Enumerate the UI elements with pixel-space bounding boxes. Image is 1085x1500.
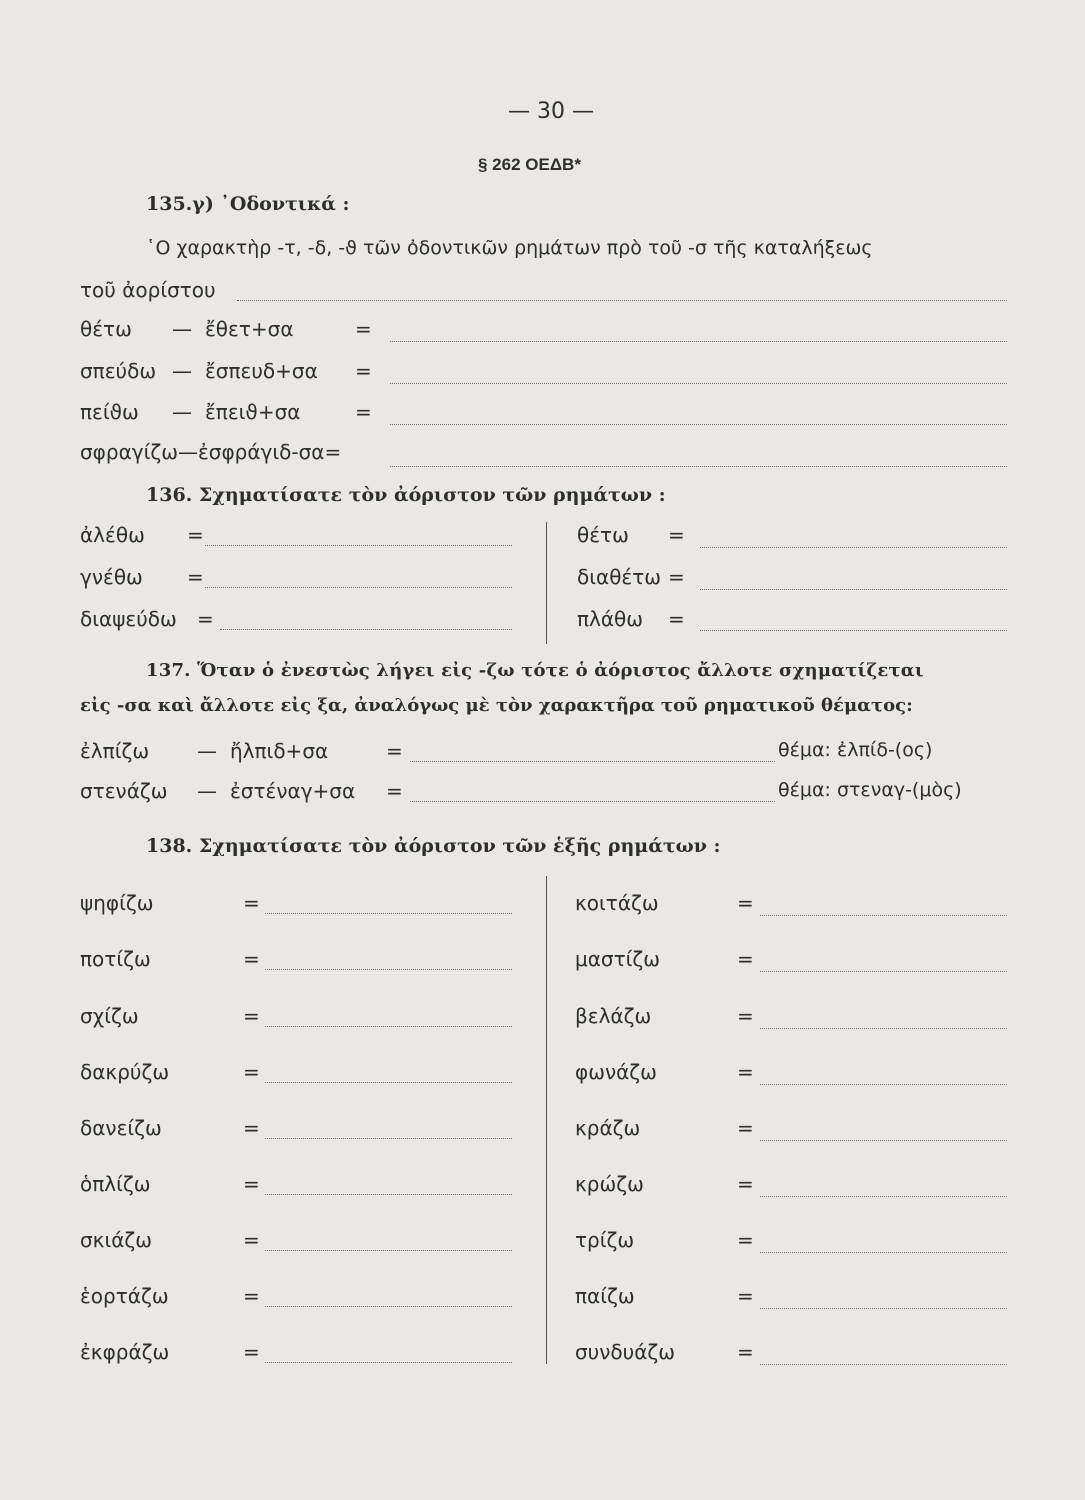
answer-line[interactable] (390, 424, 1007, 425)
answer-line[interactable] (760, 1084, 1007, 1085)
answer-line[interactable] (760, 1308, 1007, 1309)
ex138-equals: = (243, 1060, 260, 1084)
answer-line[interactable] (700, 589, 1007, 590)
ex137-theme: θέμα: ἐλπίδ-(ος) (778, 739, 933, 761)
ex135-dash: — (172, 400, 192, 424)
ex138-equals: = (737, 1116, 754, 1140)
ex135-equals: = (355, 359, 372, 383)
answer-line[interactable] (205, 545, 512, 546)
ex138-verb: συνδυάζω (575, 1340, 676, 1364)
column-divider (546, 876, 547, 1364)
ex135-intro-line2: τοῦ ἀορίστου (80, 278, 216, 302)
ex135-form: ἔπειϑ+σα (205, 400, 301, 424)
answer-line[interactable] (265, 1306, 512, 1307)
answer-line[interactable] (700, 630, 1007, 631)
column-divider (546, 522, 547, 644)
ex138-equals: = (737, 1004, 754, 1028)
ex138-verb: ὁπλίζω (80, 1172, 151, 1196)
ex138-equals: = (737, 1284, 754, 1308)
ex137-heading-line2: εἰς -σα καὶ ἄλλοτε εἰς ξα, ἀναλόγως μὲ τὸν χαρακτῆρα τοῦ ρηματικοῦ θέματος: (80, 695, 913, 716)
ex137-form: ἤλπιδ+σα (230, 739, 329, 763)
ex137-theme: θέμα: στεναγ-(μὸς) (778, 779, 962, 801)
ex138-equals: = (737, 947, 754, 971)
answer-line[interactable] (760, 1028, 1007, 1029)
ex138-verb: βελάζω (575, 1004, 652, 1028)
ex135-verb: θέτω (80, 317, 132, 341)
answer-line[interactable] (760, 1196, 1007, 1197)
ex135-verb: πείϑω (80, 400, 139, 424)
answer-line[interactable] (265, 1250, 512, 1251)
ex138-verb: κοιτάζω (575, 891, 659, 915)
ex135-dash: — (172, 317, 192, 341)
answer-line[interactable] (265, 969, 512, 970)
answer-line[interactable] (265, 1138, 512, 1139)
ex135-verb: σπεύδω (80, 359, 157, 383)
ex138-equals: = (737, 1060, 754, 1084)
answer-line[interactable] (265, 1082, 512, 1083)
answer-line[interactable] (390, 383, 1007, 384)
ex138-verb: κράζω (575, 1116, 641, 1140)
ex138-verb: δακρύζω (80, 1060, 170, 1084)
ex137-equals: = (386, 779, 403, 803)
answer-line[interactable] (760, 1252, 1007, 1253)
ex136-equals: = (668, 523, 685, 547)
ex136-equals: = (197, 607, 214, 631)
section-reference: § 262 ΟΕΔΒ* (478, 155, 581, 174)
ex138-verb: παίζω (575, 1284, 635, 1308)
ex136-equals: = (187, 523, 204, 547)
answer-line[interactable] (265, 913, 512, 914)
ex136-verb: ἀλέθω (80, 523, 145, 547)
answer-line[interactable] (760, 1364, 1007, 1365)
answer-line[interactable] (410, 761, 775, 762)
ex138-verb: μαστίζω (575, 947, 661, 971)
ex137-heading-line1: 137. Ὅταν ὁ ἐνεστὼς λήγει εἰς -ζω τότε ὁ ἀόριστος ἄλλοτε σχηματίζεται (146, 660, 924, 681)
answer-line[interactable] (700, 547, 1007, 548)
ex137-verb: στενάζω (80, 779, 168, 803)
ex138-equals: = (243, 1116, 260, 1140)
answer-line[interactable] (220, 629, 512, 630)
ex135-equals: = (355, 400, 372, 424)
ex136-heading: 136. Σχηματίσατε τὸν ἀόριστον τῶν ρημάτων : (146, 484, 666, 506)
ex138-equals: = (243, 1228, 260, 1252)
ex137-verb: ἐλπίζω (80, 739, 150, 763)
ex135-heading: 135.γ) ᾿Οδοντικά : (146, 193, 350, 215)
ex137-dash: — (197, 779, 217, 803)
answer-line[interactable] (237, 300, 1007, 301)
answer-line[interactable] (265, 1194, 512, 1195)
ex137-form: ἐστέναγ+σα (230, 779, 356, 803)
answer-line[interactable] (760, 1140, 1007, 1141)
ex138-equals: = (243, 947, 260, 971)
ex138-verb: δανείζω (80, 1116, 162, 1140)
ex135-form: ἔσπευδ+σα (205, 359, 318, 383)
ex136-verb: διαψεύδω (80, 607, 177, 631)
ex138-equals: = (737, 891, 754, 915)
ex138-verb: ἑορτάζω (80, 1284, 169, 1308)
answer-line[interactable] (265, 1026, 512, 1027)
ex136-verb: διαθέτω (577, 565, 662, 589)
ex136-equals: = (668, 607, 685, 631)
ex136-equals: = (187, 565, 204, 589)
ex137-equals: = (386, 739, 403, 763)
ex135-equals: = (355, 317, 372, 341)
ex138-equals: = (243, 1172, 260, 1196)
ex138-equals: = (737, 1340, 754, 1364)
answer-line[interactable] (410, 801, 775, 802)
ex138-verb: σχίζω (80, 1004, 139, 1028)
ex137-dash: — (197, 739, 217, 763)
ex138-verb: ψηφίζω (80, 891, 154, 915)
ex138-equals: = (737, 1172, 754, 1196)
ex138-verb: τρίζω (575, 1228, 635, 1252)
ex138-verb: σκιάζω (80, 1228, 153, 1252)
ex138-verb: φωνάζω (575, 1060, 657, 1084)
answer-line[interactable] (205, 587, 512, 588)
ex138-equals: = (243, 1004, 260, 1028)
answer-line[interactable] (265, 1362, 512, 1363)
answer-line[interactable] (390, 341, 1007, 342)
ex138-verb: ποτίζω (80, 947, 151, 971)
ex136-equals: = (668, 565, 685, 589)
ex138-equals: = (243, 1284, 260, 1308)
ex138-verb: ἐκφράζω (80, 1340, 170, 1364)
ex136-verb: πλάθω (577, 607, 644, 631)
ex136-verb: θέτω (577, 523, 629, 547)
page-number: — 30 — (508, 99, 594, 124)
ex138-equals: = (243, 1340, 260, 1364)
ex135-form: ἔθετ+σα (205, 317, 294, 341)
answer-line[interactable] (760, 971, 1007, 972)
ex135-verb: σφραγίζω—ἐσφράγιδ-σα= (80, 440, 342, 464)
answer-line[interactable] (390, 466, 1007, 467)
ex138-equals: = (243, 891, 260, 915)
ex135-intro-line1: ῾Ο χαρακτὴρ -τ, -δ, -ϑ τῶν ὀδοντικῶν ρημάτων πρὸ τοῦ -σ τῆς καταλήξεως (146, 237, 873, 259)
ex136-verb: γνέθω (80, 565, 143, 589)
answer-line[interactable] (760, 915, 1007, 916)
ex138-verb: κρώζω (575, 1172, 644, 1196)
ex138-equals: = (737, 1228, 754, 1252)
ex138-heading: 138. Σχηματίσατε τὸν ἀόριστον τῶν ἑξῆς ρημάτων : (146, 835, 721, 857)
ex135-dash: — (172, 359, 192, 383)
